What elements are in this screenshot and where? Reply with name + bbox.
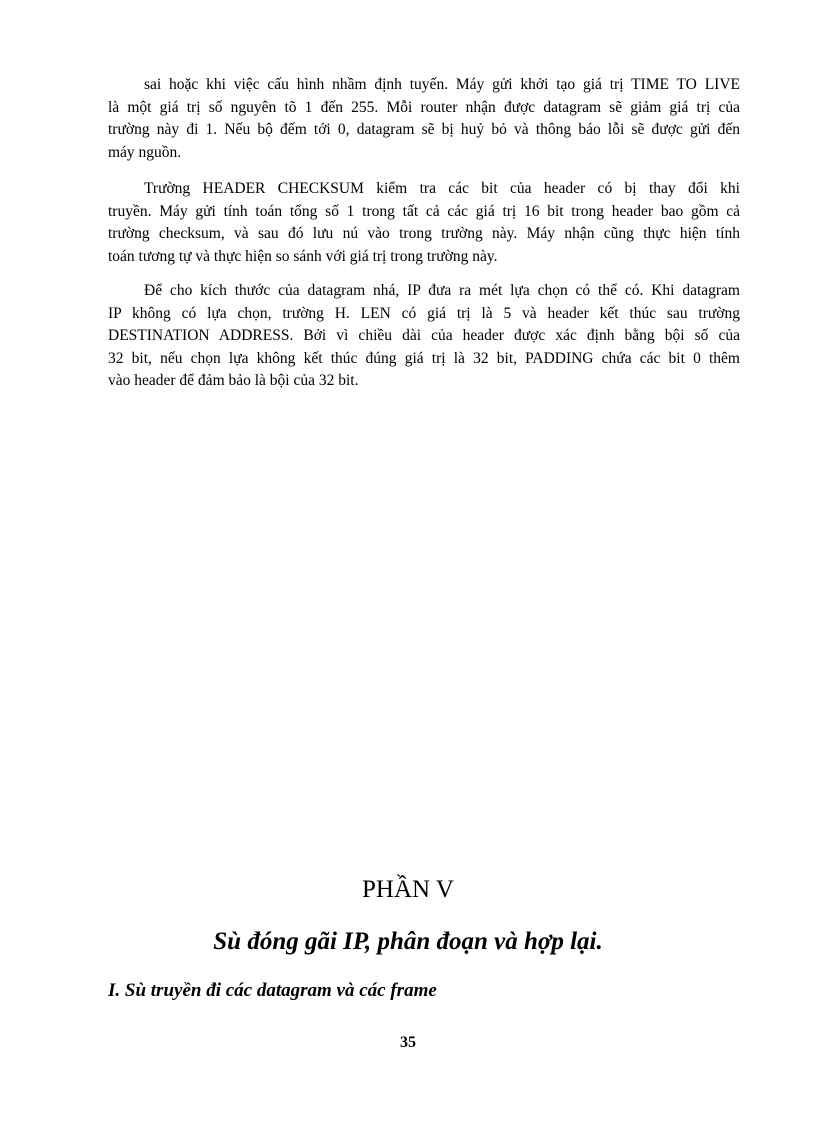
paragraph-header-checksum <box>108 178 740 268</box>
text-line: trường này đi 1. Nếu bộ đếm tới 0, datagram sẽ bị huỷ bỏ và thông báo lỗi sẽ được gửi đến <box>108 121 740 138</box>
text-line: IP không có lựa chọn, trường H. LEN có giá trị là 5 và header kết thúc sau trường <box>108 304 740 322</box>
text-line: 32 bit, nếu chọn lựa không kết thúc đúng giá trị là 32 bit, PADDING chứa các bit 0 thêm <box>108 349 740 367</box>
text-line: Để cho kích thước của datagram nhá, IP đưa ra mét lựa chọn có thể có. Khi datagram <box>144 282 740 299</box>
page-number: 35 <box>400 1034 416 1051</box>
text-line: trường checksum, và sau đó lưu nú vào trong trường này. Máy nhận cũng thực hiện tính <box>108 225 740 242</box>
text-line: Trường HEADER CHECKSUM kiểm tra các bit của header có bị thay đổi khi <box>144 180 740 197</box>
paragraph-options-padding <box>108 280 740 393</box>
text-line: truyền. Máy gửi tính toán tổng số 1 trong tất cả các giá trị 16 bit trong header bao gồm cả <box>108 202 740 220</box>
section-title: Sù đóng gãi IP, phân đoạn và hợp lại. <box>213 928 603 955</box>
subsection-title: I. Sù truyền đi các datagram và các frame <box>108 980 437 1001</box>
text-line: là một giá trị số nguyên tõ 1 đến 255. Mỗi router nhận được datagram sẽ giảm giá trị của <box>108 98 740 116</box>
text-line: máy nguồn. <box>108 143 182 161</box>
text-line: toán tương tự và thực hiện so sánh với giá trị trong trường này. <box>108 247 498 265</box>
text-line: sai hoặc khi việc cấu hình nhầm định tuyến. Máy gửi khởi tạo giá trị TIME TO LIVE <box>144 76 740 93</box>
text-line: DESTINATION ADDRESS. Bởi vì chiều dài của header được xác định bằng bội số của <box>108 327 740 344</box>
text-line: vào header để đảm bảo là bội của 32 bit. <box>108 372 359 389</box>
part-title: PHẦN V <box>362 876 454 903</box>
paragraph-time-to-live <box>108 74 740 164</box>
